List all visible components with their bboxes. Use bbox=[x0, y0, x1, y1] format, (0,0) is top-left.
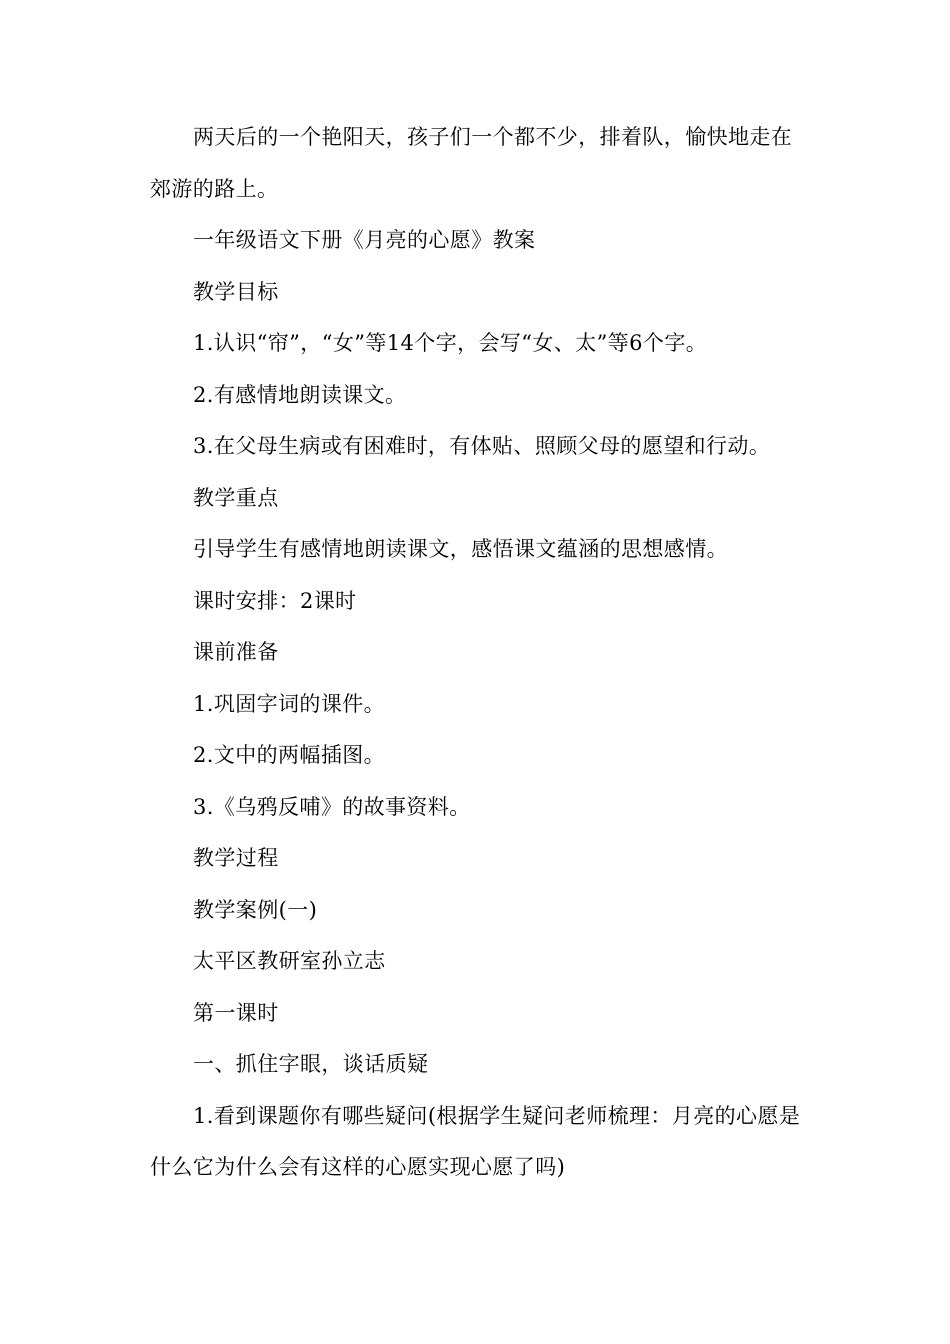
section-heading-focus: 教学重点 bbox=[193, 485, 279, 510]
goal-item-3: 3.在父母生病或有困难时，有体贴、照顾父母的愿望和行动。 bbox=[193, 434, 771, 458]
section-heading-prep: 课前准备 bbox=[193, 640, 279, 664]
prep-item-1: 1.巩固字词的课件。 bbox=[193, 691, 386, 716]
section-heading-goals: 教学目标 bbox=[193, 279, 279, 304]
step-heading-1: 一、抓住字眼，谈话质疑 bbox=[193, 1052, 429, 1076]
prep-item-3: 3.《乌鸦反哺》的故事资料。 bbox=[193, 794, 471, 819]
schedule-text: 课时安排：2课时 bbox=[193, 588, 357, 613]
document-body bbox=[150, 112, 802, 1194]
case-heading: 教学案例(一) bbox=[193, 897, 318, 922]
goal-item-2: 2.有感情地朗读课文。 bbox=[193, 382, 407, 407]
lesson-period-heading: 第一课时 bbox=[193, 1000, 279, 1025]
step-item-1: 1.看到课题你有哪些疑问(根据学生疑问老师梳理：月亮的心愿是什么它为什么会有这样的心愿实现心愿了吗) bbox=[150, 1103, 801, 1179]
prep-item-2: 2.文中的两幅插图。 bbox=[193, 743, 386, 767]
lesson-title: 一年级语文下册《月亮的心愿》教案 bbox=[193, 228, 536, 252]
author-line: 太平区教研室孙立志 bbox=[193, 949, 386, 973]
section-heading-process: 教学过程 bbox=[193, 846, 279, 870]
focus-text: 引导学生有感情地朗读课文，感悟课文蕴涵的思想感情。 bbox=[193, 537, 728, 561]
paragraph-intro: 两天后的一个艳阳天，孩子们一个都不少，排着队，愉快地走在郊游的路上。 bbox=[150, 125, 793, 201]
goal-item-1: 1.认识“帘”，“女”等14个字，会写“女、太”等6个字。 bbox=[193, 331, 708, 355]
